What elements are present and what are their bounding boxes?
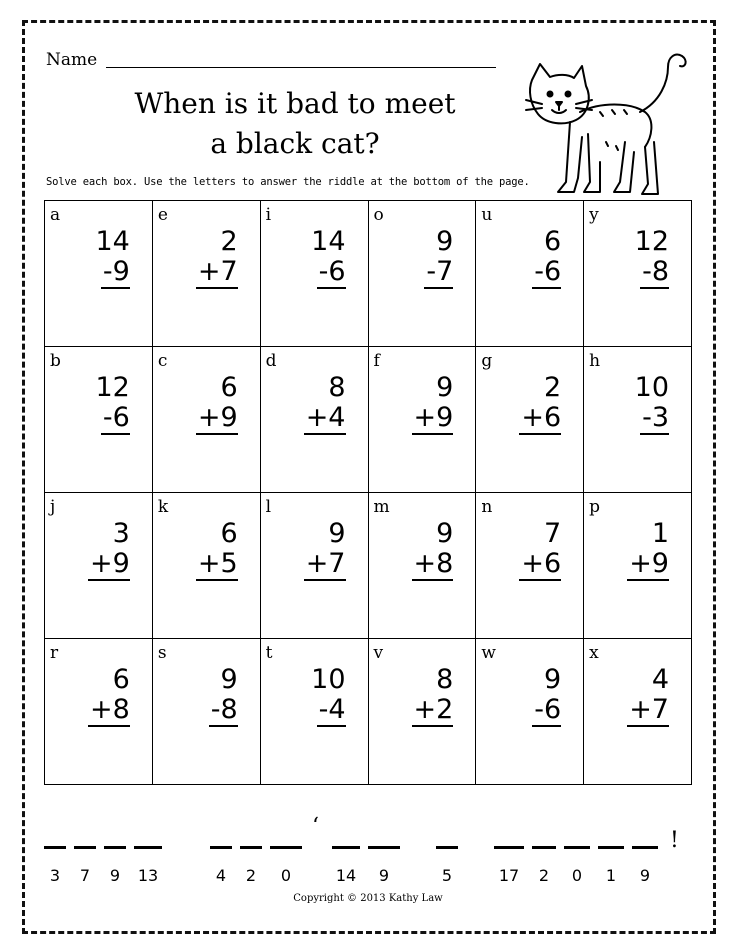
top-number: 8 [328,372,346,403]
answer-number: 17 [498,866,520,885]
math-problem [196,373,238,435]
top-number: 10 [311,664,346,695]
top-number: 7 [543,518,562,549]
problem-box-d [261,347,369,493]
box-letter: h [589,351,601,371]
problem-box-a [45,201,153,347]
bottom-number: -6 [318,256,346,287]
math-problem [95,373,129,435]
problem-box-b [45,347,153,493]
problem-box-s [153,639,261,785]
box-letter: y [589,205,599,225]
box-letter: r [50,643,59,663]
bottom-number: -6 [534,694,562,725]
math-problem [88,519,130,581]
math-problem [196,519,238,581]
bottom-number: -8 [210,694,238,725]
top-number: 9 [436,518,454,549]
top-number: 6 [220,518,238,549]
answer-blank[interactable] [134,846,162,849]
box-letter: x [589,643,599,663]
box-letter: i [265,205,272,225]
problem-box-h [584,347,692,493]
answer-blank[interactable] [104,846,126,849]
box-letter: t [265,643,273,663]
exclamation-mark: ! [670,828,679,853]
math-problem [627,519,669,581]
bottom-number: +9 [197,402,238,433]
math-problem [424,227,453,289]
top-number: 6 [220,372,238,403]
math-problem [412,665,454,727]
answer-number: 5 [441,866,453,885]
top-number: 10 [634,372,669,403]
box-letter: g [481,351,493,371]
math-problem [304,519,346,581]
bottom-number: -8 [642,256,669,287]
box-letter: k [157,497,169,517]
name-field[interactable] [106,67,496,68]
answer-number: 1 [605,866,617,885]
problem-box-m [369,493,477,639]
top-number: 9 [543,664,562,695]
answer-number: 0 [280,866,292,885]
math-problem [519,373,561,435]
math-problem [95,227,129,289]
answer-number: 0 [571,866,583,885]
box-letter: p [589,497,601,517]
problem-box-c [153,347,261,493]
answer-number: 2 [245,866,257,885]
box-letter: n [481,497,493,517]
bottom-number: +5 [197,548,238,579]
bottom-number: -4 [318,694,346,725]
cat-illustration [520,42,700,202]
box-letter: v [373,643,384,663]
top-number: 9 [436,372,454,403]
bottom-number: +9 [90,548,130,579]
problem-box-j [45,493,153,639]
answer-number: 3 [49,866,61,885]
riddle-title [60,84,530,164]
bottom-number: +4 [305,402,346,433]
top-number: 12 [634,226,669,257]
top-number: 3 [112,518,130,549]
bottom-number: +7 [305,548,346,579]
math-problem [627,665,669,727]
problem-grid [44,200,692,785]
top-number: 8 [436,664,454,695]
box-letter: m [373,497,390,517]
instructions: Solve each box. Use the letters to answer the riddle at the bottom of the page. [46,176,530,188]
title-line-2: a black cat? [210,127,380,160]
answer-blank[interactable] [270,846,302,849]
top-number: 2 [543,372,562,403]
math-problem [196,227,238,289]
problem-box-o [369,201,477,347]
top-number: 6 [112,664,130,695]
math-problem [88,665,130,727]
answer-blank[interactable] [598,846,624,849]
box-letter: d [265,351,277,371]
box-letter: f [373,351,380,371]
problem-box-f [369,347,477,493]
top-number: 4 [651,664,669,695]
top-number: 9 [328,518,346,549]
answer-blank[interactable] [436,846,458,849]
problem-box-k [153,493,261,639]
top-number: 9 [436,226,454,257]
math-problem [304,373,346,435]
bottom-number: +6 [521,402,562,433]
problem-box-n [476,493,584,639]
bottom-number: +8 [413,548,454,579]
apostrophe: ‘ [312,814,319,839]
answer-number: 4 [215,866,227,885]
answer-blank[interactable] [44,846,66,849]
answer-blank[interactable] [532,846,556,849]
math-problem [519,519,561,581]
math-problem [532,227,561,289]
box-letter: w [481,643,496,663]
bottom-number: +7 [629,694,669,725]
problem-box-p [584,493,692,639]
bottom-number: -7 [426,256,454,287]
bottom-number: -3 [642,402,669,433]
problem-box-w [476,639,584,785]
answer-number: 2 [538,866,550,885]
answer-blank[interactable] [332,846,360,849]
problem-box-y [584,201,692,347]
bottom-number: +9 [413,402,454,433]
box-letter: s [157,643,167,663]
math-problem [532,665,561,727]
math-problem [635,373,669,435]
problem-box-r [45,639,153,785]
answer-number: 7 [79,866,91,885]
bottom-number: +8 [90,694,130,725]
problem-box-g [476,347,584,493]
answer-blank[interactable] [210,846,232,849]
top-number: 1 [651,518,669,549]
math-problem [209,665,238,727]
answer-blank[interactable] [74,846,96,849]
box-letter: b [50,351,61,371]
answer-blank[interactable] [368,846,400,849]
top-number: 2 [220,226,238,257]
answer-area [44,814,694,888]
math-problem [412,519,454,581]
math-problem [412,373,454,435]
answer-blank[interactable] [240,846,262,849]
title-line-1: When is it bad to meet [134,87,456,120]
math-problem [635,227,669,289]
copyright: Copyright © 2013 Kathy Law [293,893,443,904]
top-number: 6 [543,226,562,257]
math-problem [311,227,345,289]
answer-number: 14 [335,866,357,885]
box-letter: a [50,205,61,225]
box-letter: l [265,497,272,517]
name-label: Name [46,50,98,70]
bottom-number: +6 [521,548,562,579]
problem-box-i [261,201,369,347]
problem-box-u [476,201,584,347]
math-problem [311,665,345,727]
box-letter: j [50,497,56,517]
box-letter: u [481,205,493,225]
answer-number: 9 [639,866,651,885]
bottom-number: -6 [102,402,130,433]
bottom-number: +9 [629,548,669,579]
box-letter: c [157,351,168,371]
answer-number: 13 [137,866,159,885]
top-number: 12 [95,372,130,403]
answer-blank[interactable] [494,846,524,849]
top-number: 14 [95,226,130,257]
box-letter: e [157,205,168,225]
answer-number: 9 [378,866,390,885]
answer-number: 9 [109,866,121,885]
box-letter: o [373,205,384,225]
problem-box-l [261,493,369,639]
bottom-number: +7 [197,256,238,287]
bottom-number: +2 [413,694,454,725]
problem-box-v [369,639,477,785]
problem-box-e [153,201,261,347]
problem-box-t [261,639,369,785]
answer-blank[interactable] [632,846,658,849]
top-number: 9 [220,664,238,695]
top-number: 14 [311,226,346,257]
bottom-number: -9 [102,256,130,287]
problem-box-x [584,639,692,785]
bottom-number: -6 [534,256,562,287]
answer-blank[interactable] [564,846,590,849]
